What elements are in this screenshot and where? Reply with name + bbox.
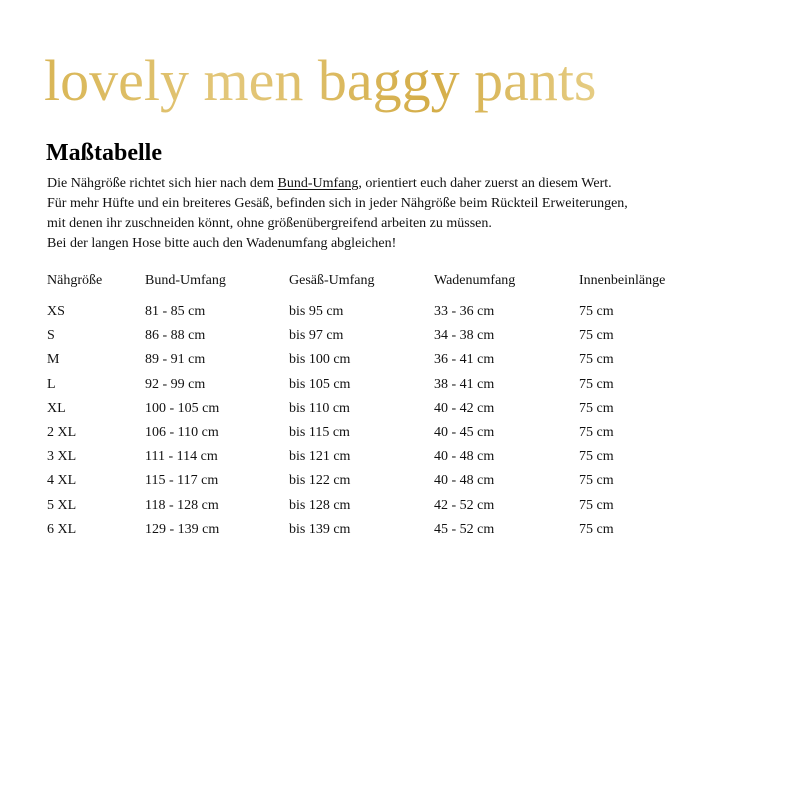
table-row xyxy=(47,518,719,542)
cell-waist: 115 - 117 cm xyxy=(145,473,219,489)
cell-size: 2 XL xyxy=(47,425,77,441)
cell-calf: 45 - 52 cm xyxy=(434,521,495,537)
table-row xyxy=(47,494,719,518)
cell-size: XS xyxy=(47,304,65,320)
cell-seat: bis 115 cm xyxy=(289,425,350,441)
cell-size: L xyxy=(47,376,56,392)
cell-size: M xyxy=(47,352,60,368)
cell-waist: 92 - 99 cm xyxy=(145,376,206,392)
cell-inseam: 75 cm xyxy=(579,328,614,344)
size-table xyxy=(47,270,719,542)
cell-calf: 36 - 41 cm xyxy=(434,352,495,368)
cell-calf: 40 - 48 cm xyxy=(434,449,495,465)
cell-waist: 89 - 91 cm xyxy=(145,352,206,368)
intro-line-2: Für mehr Hüfte und ein breiteres Gesäß, befinden sich in jeder Nähgröße beim Rückteil Erweiterungen, xyxy=(47,196,628,211)
cell-seat: bis 139 cm xyxy=(289,521,351,537)
cell-calf: 40 - 48 cm xyxy=(434,473,495,489)
cell-inseam: 75 cm xyxy=(579,400,614,416)
cell-size: 6 XL xyxy=(47,521,77,537)
cell-seat: bis 110 cm xyxy=(289,400,350,416)
cell-seat: bis 121 cm xyxy=(289,449,351,465)
table-row xyxy=(47,348,719,372)
cell-waist: 100 - 105 cm xyxy=(145,400,220,416)
table-row xyxy=(47,445,719,469)
cell-waist: 106 - 110 cm xyxy=(145,425,219,441)
cell-inseam: 75 cm xyxy=(579,449,614,465)
table-row xyxy=(47,300,719,324)
cell-size: 3 XL xyxy=(47,449,77,465)
cell-size: S xyxy=(47,328,55,344)
intro-line-1-before: Die Nähgröße richtet sich hier nach dem xyxy=(47,176,278,191)
cell-inseam: 75 cm xyxy=(579,425,614,441)
table-row xyxy=(47,421,719,445)
intro-text xyxy=(47,174,767,254)
cell-seat: bis 97 cm xyxy=(289,328,344,344)
table-row xyxy=(47,397,719,421)
cell-calf: 40 - 42 cm xyxy=(434,400,495,416)
cell-seat: bis 95 cm xyxy=(289,304,344,320)
bund-umfang-underlined: Bund-Umfang xyxy=(277,176,359,191)
section-heading: Maßtabelle xyxy=(46,140,162,166)
cell-waist: 111 - 114 cm xyxy=(145,449,218,465)
page-title: lovely men baggy pants xyxy=(44,46,597,116)
header-seat: Gesäß-Umfang xyxy=(289,273,375,288)
cell-calf: 40 - 45 cm xyxy=(434,425,495,441)
intro-line-4: Bei der langen Hose bitte auch den Wadenumfang abgleichen! xyxy=(47,236,397,251)
header-calf: Wadenumfang xyxy=(434,273,516,288)
cell-size: XL xyxy=(47,400,66,416)
cell-inseam: 75 cm xyxy=(579,376,614,392)
header-size: Nähgröße xyxy=(47,273,103,288)
table-body xyxy=(47,300,719,542)
cell-calf: 38 - 41 cm xyxy=(434,376,495,392)
cell-inseam: 75 cm xyxy=(579,521,614,537)
cell-waist: 81 - 85 cm xyxy=(145,304,206,320)
cell-inseam: 75 cm xyxy=(579,497,614,513)
cell-seat: bis 128 cm xyxy=(289,497,351,513)
cell-calf: 42 - 52 cm xyxy=(434,497,495,513)
table-header-row xyxy=(47,270,719,292)
intro-line-1 xyxy=(47,174,767,194)
header-inseam: Innenbeinlänge xyxy=(579,273,666,288)
table-row xyxy=(47,469,719,493)
table-row xyxy=(47,324,719,348)
intro-line-1-after: , orientiert euch daher zuerst an diesem Wert. xyxy=(358,176,612,191)
cell-size: 4 XL xyxy=(47,473,77,489)
cell-size: 5 XL xyxy=(47,497,77,513)
cell-waist: 129 - 139 cm xyxy=(145,521,220,537)
cell-waist: 86 - 88 cm xyxy=(145,328,206,344)
cell-inseam: 75 cm xyxy=(579,352,614,368)
cell-calf: 34 - 38 cm xyxy=(434,328,495,344)
header-waist: Bund-Umfang xyxy=(145,273,226,288)
table-row xyxy=(47,373,719,397)
cell-seat: bis 100 cm xyxy=(289,352,351,368)
cell-inseam: 75 cm xyxy=(579,473,614,489)
cell-inseam: 75 cm xyxy=(579,304,614,320)
cell-seat: bis 122 cm xyxy=(289,473,351,489)
cell-calf: 33 - 36 cm xyxy=(434,304,495,320)
cell-seat: bis 105 cm xyxy=(289,376,351,392)
intro-line-3: mit denen ihr zuschneiden könnt, ohne größenübergreifend arbeiten zu müssen. xyxy=(47,216,492,231)
cell-waist: 118 - 128 cm xyxy=(145,497,219,513)
